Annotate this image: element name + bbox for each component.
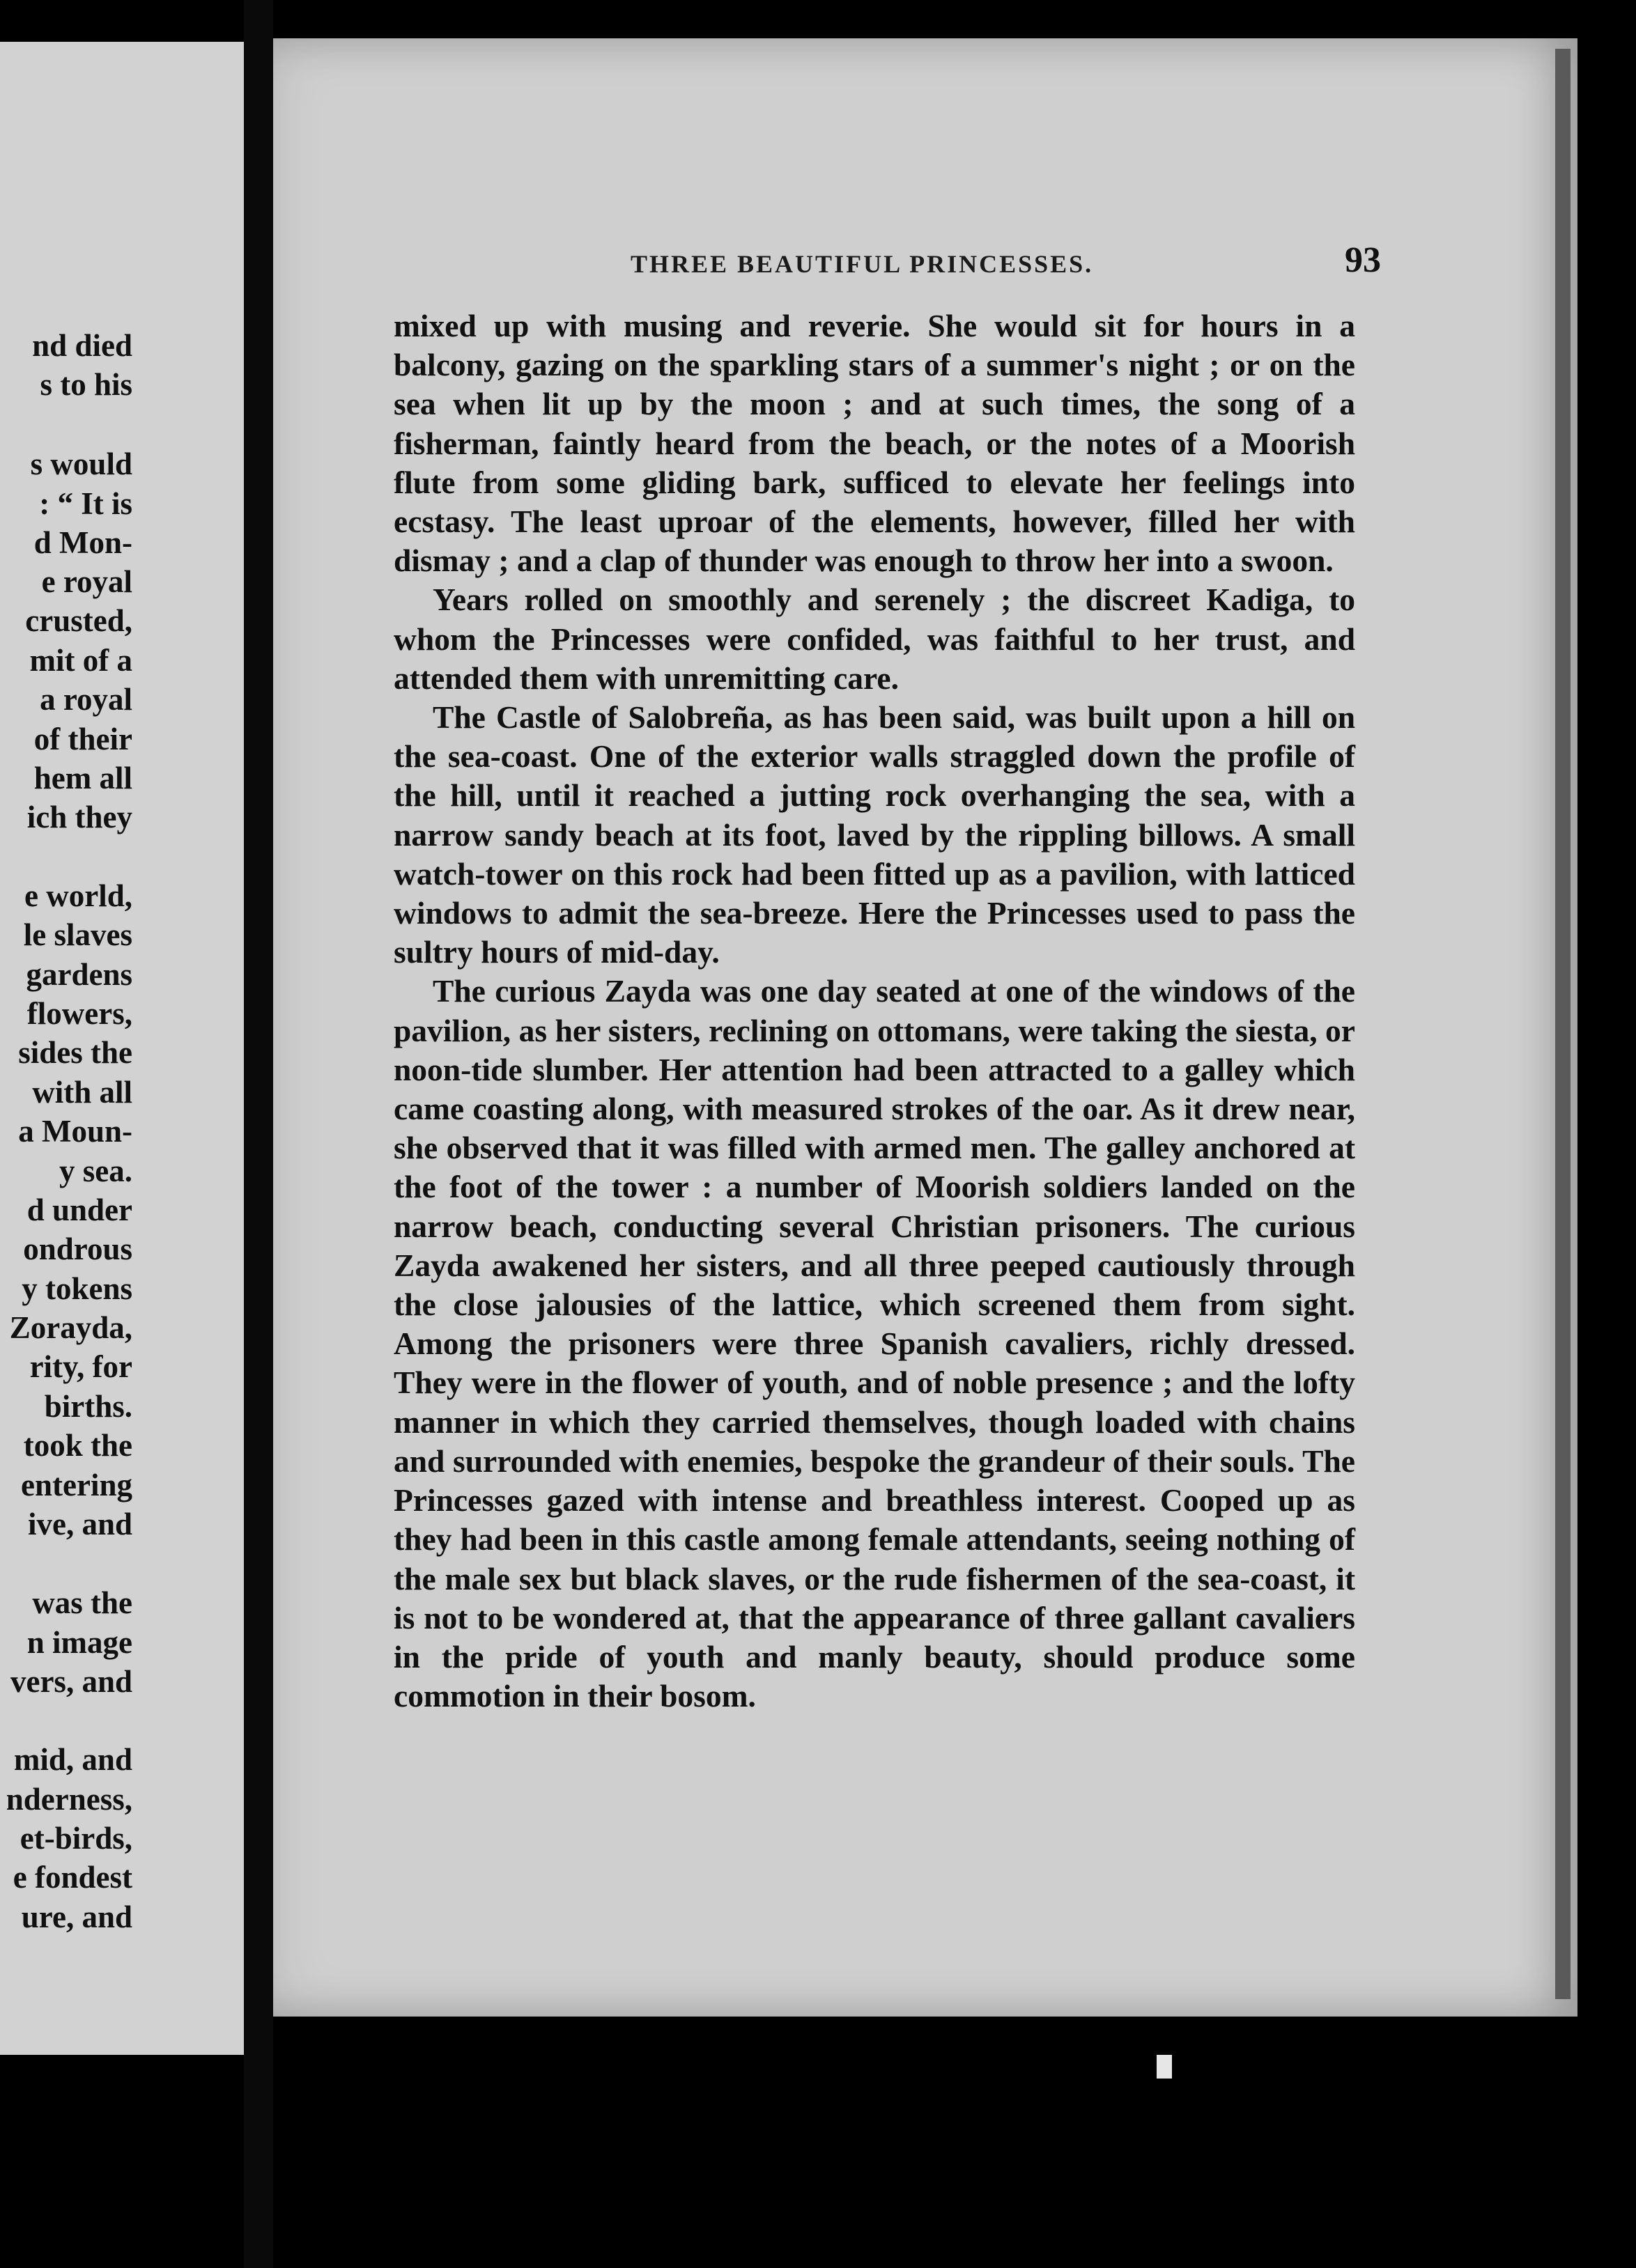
scan-mark bbox=[1157, 2055, 1172, 2079]
facing-page-line: ich they bbox=[26, 800, 132, 834]
paragraph: mixed up with musing and reverie. She would sit for hours in a balcony, gazing on the sparkling stars of a summer's night ; or on the sea when lit up by the moon ; and at such times, the song of a fisherman, faintly heard from the beach, or the notes of a Moorish flute from some gliding bark, sufficed to elevate her feelings into ecstasy. The least uproar of the elements, however, filled her with dismay ; and a clap of thunder was enough to throw her into a swoon. bbox=[394, 308, 1355, 579]
facing-page-line: d under bbox=[26, 1193, 132, 1227]
facing-page-line: ure, and bbox=[21, 1900, 132, 1934]
facing-page-fragment bbox=[0, 42, 244, 2055]
facing-page-line: : “ It is bbox=[39, 486, 132, 521]
facing-page-line: rity, for bbox=[29, 1349, 132, 1384]
facing-page-line: a Moun- bbox=[18, 1114, 132, 1149]
facing-page-line: n image bbox=[26, 1625, 132, 1660]
facing-page-line: flowers, bbox=[26, 996, 132, 1031]
facing-page-line: ondrous bbox=[23, 1232, 132, 1266]
facing-page-line: ive, and bbox=[27, 1507, 132, 1541]
facing-page-line: a royal bbox=[40, 682, 132, 717]
page-edge bbox=[1555, 49, 1571, 1999]
facing-page-line: crusted, bbox=[25, 603, 132, 638]
facing-page-line: le slaves bbox=[23, 917, 132, 952]
facing-page-line: Zorayda, bbox=[9, 1310, 132, 1345]
facing-page-line: mid, and bbox=[13, 1742, 132, 1777]
running-head: THREE BEAUTIFUL PRINCESSES. bbox=[631, 250, 1094, 278]
book-gutter bbox=[244, 0, 273, 2268]
facing-page-line: sides the bbox=[18, 1035, 132, 1070]
page-body bbox=[394, 306, 1355, 1716]
facing-page-line: hem all bbox=[33, 761, 132, 795]
facing-page-line: y tokens bbox=[22, 1271, 132, 1306]
facing-page-line: e fondest bbox=[13, 1860, 132, 1895]
facing-page-line: et-birds, bbox=[20, 1821, 132, 1856]
facing-page-line: nderness, bbox=[6, 1782, 132, 1817]
facing-page-line: d Mon- bbox=[33, 525, 132, 560]
facing-page-line: y sea. bbox=[59, 1154, 132, 1188]
facing-page-line: s to his bbox=[40, 367, 132, 402]
facing-page-line: gardens bbox=[26, 957, 132, 992]
facing-page-line: e world, bbox=[24, 878, 132, 913]
facing-page-line: with all bbox=[32, 1075, 132, 1110]
facing-page-line: of their bbox=[33, 722, 132, 756]
facing-page-line: births. bbox=[44, 1389, 132, 1424]
page-number: 93 bbox=[1345, 240, 1381, 280]
facing-page-line: vers, and bbox=[10, 1664, 132, 1699]
facing-page-line: e royal bbox=[41, 564, 132, 599]
paragraph: The Castle of Salobreña, as has been said, was built upon a hill on the sea-coast. One of the exterior walls straggled down the profile of the hill, until it reached a jutting rock overhanging the sea, with a narrow sandy beach at its foot, laved by the rippling billows. A small watch-tower on this rock had been fitted up as a pavilion, with latticed windows to admit the sea-breeze. Here the Princesses used to pass the sultry hours of mid-day. bbox=[394, 699, 1355, 970]
facing-page-line: nd died bbox=[32, 328, 132, 363]
paragraph: The curious Zayda was one day seated at one of the windows of the pavilion, as her sisters, reclining on ottomans, were taking the siesta, or noon-tide slumber. Her attention had been attracted to a galley which came coasting along, with measured strokes of the oar. As it drew near, she observed that it was filled with armed men. The galley anchored at the foot of the tower : a number of Moorish soldiers landed on the narrow beach, conducting several Christian prisoners. The curious Zayda awakened her sisters, and all three peeped cautiously through the close jalousies of the lattice, which screened them from sight. Among the prisoners were three Spanish cavaliers, richly dressed. They were in the flower of youth, and of noble presence ; and the lofty manner in which they carried themselves, though loaded with chains and surrounded with enemies, bespoke the grandeur of their souls. The Princesses gazed with intense and breathless interest. Cooped up as they had been in this castle among female attendants, seeing nothing of the male sex but black slaves, or the rude fishermen of the sea-coast, it is not to be wondered at, that the appearance of three gallant cavaliers in the pride of youth and manly beauty, should produce some commotion in their bosom. bbox=[394, 973, 1355, 1714]
facing-page-line: mit of a bbox=[29, 643, 132, 678]
paragraph: Years rolled on smoothly and serenely ; the discreet Kadiga, to whom the Princesses were confided, was faithful to her trust, and attended them with unremitting care. bbox=[394, 582, 1355, 696]
facing-page-line: was the bbox=[32, 1585, 132, 1620]
facing-page-line: took the bbox=[23, 1428, 132, 1463]
facing-page-line: s would bbox=[30, 446, 132, 481]
facing-page-line: entering bbox=[21, 1468, 132, 1502]
